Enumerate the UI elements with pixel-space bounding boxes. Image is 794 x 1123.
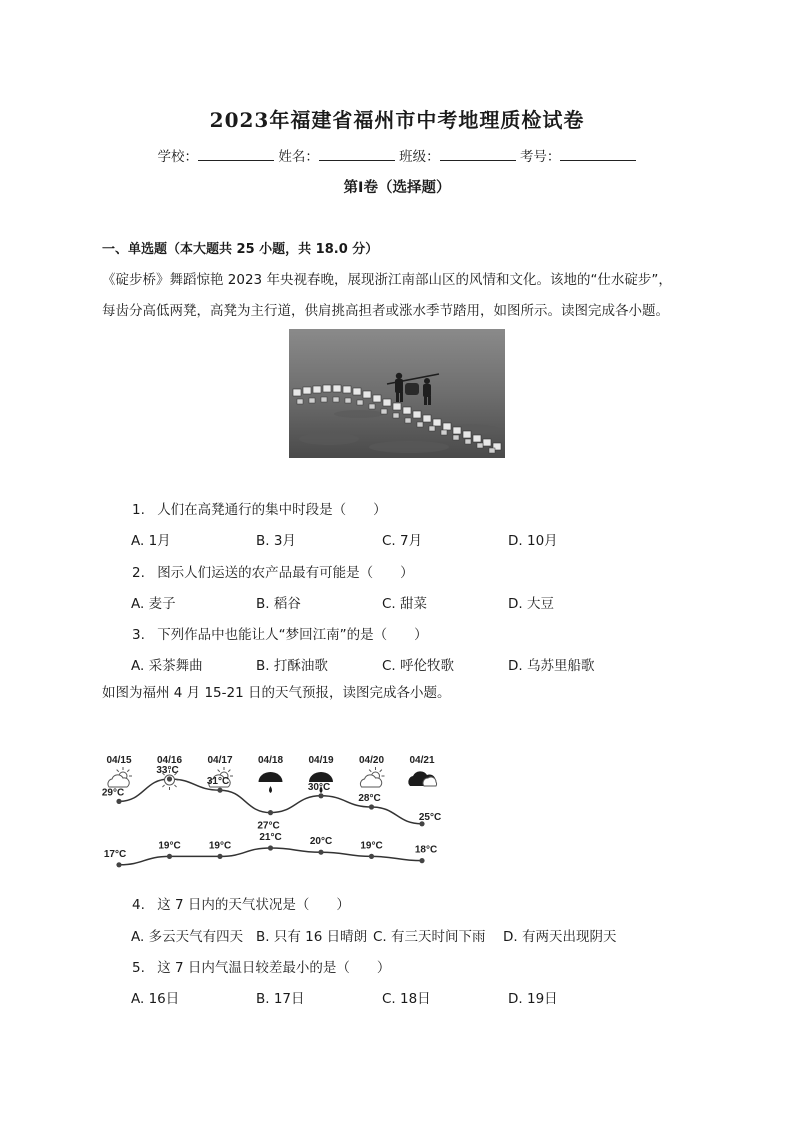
high-temp-point [369,804,374,809]
forecast-date: 04/16 [156,755,183,766]
q2-option-b[interactable]: B. 稻谷 [256,596,301,612]
question-number: 4. [132,897,145,913]
sun-ray-icon [127,770,129,772]
cloud-icon [423,777,437,786]
high-temp-label: 29°C [101,787,125,799]
question-3 [132,623,428,643]
q5-option-b[interactable]: B. 17日 [256,991,305,1007]
exam-number-label: 考号： [519,149,561,165]
low-temp-label: 19°C [208,840,232,852]
low-temp-point [419,858,424,863]
forecast-date: 04/21 [409,755,435,766]
class-blank[interactable] [440,148,516,161]
question-2 [132,561,414,581]
forecast-date: 04/19 [308,755,334,766]
q2-option-c[interactable]: C. 甜菜 [382,596,428,612]
question-text: 下列作品中也能让人“梦回江南”的是（ ） [157,627,428,643]
forecast-date: 04/17 [207,755,233,766]
q2-option-d[interactable]: D. 大豆 [508,596,554,612]
low-temp-label: 19°C [360,840,383,852]
school-label: 学校： [157,149,199,165]
forecast-date: 04/15 [106,755,132,766]
low-temp-point [268,845,273,850]
exam-title: 2023年福建省福州市中考地理质检试卷 [209,108,585,132]
exam-number-blank[interactable] [560,148,636,161]
question-text: 这 7 日内的天气状况是（ ） [157,897,350,913]
q3-option-c[interactable]: C. 呼伦牧歌 [382,658,455,674]
sun-ray-icon [117,770,119,772]
low-temp-point [116,862,121,867]
low-temp-label: 18°C [414,844,438,856]
passage-1-line-2: 每齿分高低两凳，高凳为主行道，供肩挑高担者或涨水季节踏用，如图所示。读图完成各小题。 [102,303,669,319]
rain-cloud-icon [309,772,333,782]
low-temp-label: 21°C [259,832,282,843]
high-temp-point [318,793,323,798]
section-title: 第I卷（选择题） [343,180,451,196]
low-temp-label: 17°C [103,848,127,860]
q4-option-c[interactable]: C. 有三天时间下雨 [373,929,486,945]
low-temp-point [167,854,172,859]
high-temp-point [167,776,172,781]
sun-ray-icon [369,770,371,772]
passage-2: 如图为福州 4 月 15-21 日的天气预报，读图完成各小题。 [102,685,451,701]
q1-option-c[interactable]: C. 7月 [382,533,423,549]
low-temp-label: 20°C [309,836,333,848]
sun-ray-icon [162,785,164,787]
q1-option-b[interactable]: B. 3月 [256,533,296,549]
question-5 [132,956,390,976]
stepping-stone-bridge-photo [289,329,505,458]
q3-option-b[interactable]: B. 打酥油歌 [256,658,328,674]
high-temp-point [217,788,222,793]
sun-ray-icon [218,770,220,772]
question-text: 这 7 日内气温日较差最小的是（ ） [157,960,391,976]
q5-option-d[interactable]: D. 19日 [508,991,558,1007]
high-temp-label: 25°C [418,811,442,823]
q3-option-d[interactable]: D. 乌苏里船歌 [508,658,595,674]
high-temp-label: 27°C [257,820,280,832]
name-label: 姓名： [278,149,319,165]
question-number: 1. [132,502,145,518]
question-4 [132,893,350,913]
q3-option-a[interactable]: A. 采茶舞曲 [131,658,203,674]
passage-1 [102,265,702,327]
high-temp-label: 30°C [307,781,331,793]
q5-option-c[interactable]: C. 18日 [382,991,431,1007]
high-temp-label: 31°C [206,776,230,788]
sun-ray-icon [228,770,230,772]
question-text: 图示人们运送的农产品最有可能是（ ） [157,565,414,581]
forecast-date: 04/18 [257,755,284,766]
question-text: 人们在高凳通行的集中时段是（ ） [157,502,387,518]
q2-option-a[interactable]: A. 麦子 [131,596,176,612]
high-temp-point [268,810,273,815]
high-temp-label: 33°C [156,765,179,776]
q4-option-d[interactable]: D. 有两天出现阴天 [503,929,617,945]
low-temp-label: 19°C [158,840,181,852]
sun-ray-icon [380,770,382,772]
low-temp-point [217,854,222,859]
forecast-date: 04/20 [358,755,385,766]
passage-1-line-1: 《碇步桥》舞蹈惊艳 2023 年央视春晚，展现浙江南部山区的风情和文化。该地的“仕水碇步”， [102,272,672,288]
weather-forecast-chart [95,745,455,885]
q1-option-a[interactable]: A. 1月 [131,533,171,549]
q4-option-a[interactable]: A. 多云天气有四天 [131,929,244,945]
raindrop-icon [269,786,272,793]
question-number: 3. [132,627,145,643]
sun-ray-icon [174,785,176,787]
question-number: 2. [132,565,145,581]
low-temp-point [369,854,374,859]
high-temp-label: 28°C [358,793,381,804]
q1-option-d[interactable]: D. 10月 [508,533,558,549]
q5-option-a[interactable]: A. 16日 [131,991,180,1007]
high-temp-point [116,799,121,804]
question-1 [132,498,387,518]
rain-cloud-icon [259,772,283,782]
name-blank[interactable] [319,148,395,161]
q4-option-b[interactable]: B. 只有 16 日晴朗 [256,929,368,945]
school-blank[interactable] [198,148,274,161]
class-label: 班级： [399,149,440,165]
part-heading: 一、单选题（本大题共 25 小题，共 18.0 分） [102,242,379,257]
student-info-line [0,145,794,165]
low-temp-point [318,850,323,855]
question-number: 5. [132,960,145,976]
